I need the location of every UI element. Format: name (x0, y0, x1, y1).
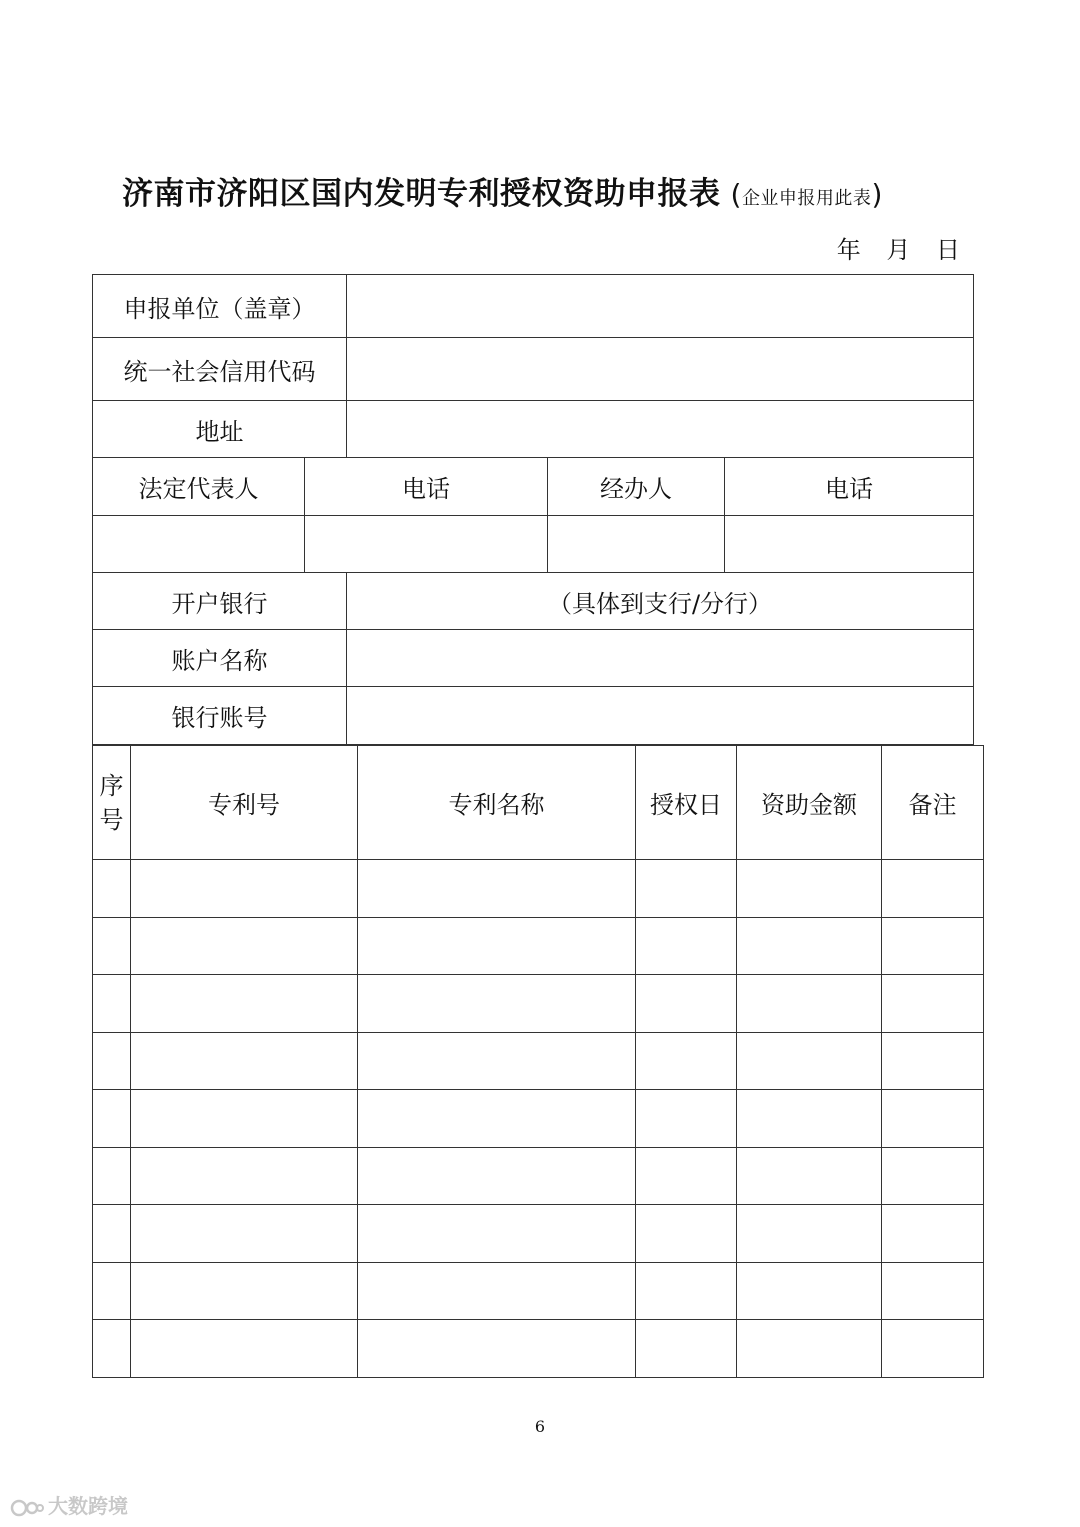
table-row (93, 917, 984, 975)
cell-seq[interactable] (93, 1320, 131, 1378)
header-patent-no: 专利号 (131, 746, 358, 860)
account-no-label: 银行账号 (93, 687, 347, 745)
cell-remarks[interactable] (882, 1147, 984, 1205)
cell-seq[interactable] (93, 1147, 131, 1205)
cell-grant-date[interactable] (636, 1032, 737, 1090)
cell-grant-date[interactable] (636, 1320, 737, 1378)
applicant-label: 申报单位（盖章） (93, 275, 347, 338)
header-grant-date: 授权日 (636, 746, 737, 860)
cell-remarks[interactable] (882, 1090, 984, 1148)
header-remarks: 备注 (882, 746, 984, 860)
table-row (93, 1147, 984, 1205)
cell-amount[interactable] (737, 860, 882, 918)
cell-patent-name[interactable] (358, 975, 636, 1033)
cell-amount[interactable] (737, 1032, 882, 1090)
cell-amount[interactable] (737, 1205, 882, 1263)
cell-patent-name[interactable] (358, 1032, 636, 1090)
cell-grant-date[interactable] (636, 1090, 737, 1148)
cell-patent-name[interactable] (358, 1320, 636, 1378)
cell-grant-date[interactable] (636, 1205, 737, 1263)
account-name-field[interactable] (347, 630, 974, 687)
cell-seq[interactable] (93, 1090, 131, 1148)
header-patent-name: 专利名称 (358, 746, 636, 860)
patent-table-header (93, 746, 984, 860)
cell-grant-date[interactable] (636, 860, 737, 918)
legal-rep-field[interactable] (93, 516, 305, 573)
cell-patent-no[interactable] (131, 1205, 358, 1263)
header-amount: 资助金额 (737, 746, 882, 860)
table-row (93, 1090, 984, 1148)
cell-amount[interactable] (737, 1262, 882, 1320)
cell-seq[interactable] (93, 1262, 131, 1320)
handler-field[interactable] (548, 516, 725, 573)
cell-remarks[interactable] (882, 1320, 984, 1378)
header-seq-line-2: 号 (99, 805, 124, 834)
cell-remarks[interactable] (882, 860, 984, 918)
watermark-logo-icon (10, 1497, 44, 1519)
applicant-field[interactable] (347, 275, 974, 338)
cell-remarks[interactable] (882, 1032, 984, 1090)
cell-patent-no[interactable] (131, 860, 358, 918)
cell-remarks[interactable] (882, 1262, 984, 1320)
cell-amount[interactable] (737, 1090, 882, 1148)
cell-seq[interactable] (93, 1205, 131, 1263)
cell-grant-date[interactable] (636, 1262, 737, 1320)
credit-code-label: 统一社会信用代码 (93, 338, 347, 401)
cell-patent-no[interactable] (131, 1147, 358, 1205)
page-number: 6 (534, 1417, 546, 1436)
legal-rep-phone-field[interactable] (305, 516, 548, 573)
cell-patent-no[interactable] (131, 1090, 358, 1148)
cell-grant-date[interactable] (636, 975, 737, 1033)
cell-seq[interactable] (93, 860, 131, 918)
header-seq (93, 746, 131, 860)
cell-amount[interactable] (737, 1147, 882, 1205)
cell-remarks[interactable] (882, 1205, 984, 1263)
applicant-info-table (92, 274, 974, 745)
phone-label-2: 电话 (725, 458, 974, 516)
title-text: 济南市济阳区国内发明专利授权资助申报表 (122, 176, 721, 212)
form-title (122, 168, 883, 213)
watermark-text: 大数跨境 (48, 1494, 128, 1518)
cell-patent-no[interactable] (131, 1032, 358, 1090)
cell-remarks[interactable] (882, 975, 984, 1033)
watermark (10, 1490, 128, 1519)
table-row (93, 1205, 984, 1263)
cell-seq[interactable] (93, 917, 131, 975)
table-row (93, 1320, 984, 1378)
date-line: 年 月 日 (836, 236, 960, 264)
cell-amount[interactable] (737, 917, 882, 975)
cell-grant-date[interactable] (636, 1147, 737, 1205)
account-no-field[interactable] (347, 687, 974, 745)
cell-amount[interactable] (737, 975, 882, 1033)
cell-patent-name[interactable] (358, 917, 636, 975)
title-note-text: 企业申报用此表 (741, 188, 872, 209)
table-row (93, 1032, 984, 1090)
cell-seq[interactable] (93, 1032, 131, 1090)
cell-patent-name[interactable] (358, 1147, 636, 1205)
cell-patent-no[interactable] (131, 1262, 358, 1320)
handler-label: 经办人 (548, 458, 725, 516)
address-field[interactable] (347, 401, 974, 458)
title-note: (企业申报用此表) (730, 178, 883, 211)
cell-patent-name[interactable] (358, 1262, 636, 1320)
handler-phone-field[interactable] (725, 516, 974, 573)
credit-code-field[interactable] (347, 338, 974, 401)
header-seq-line-1: 序 (99, 771, 124, 800)
table-row (93, 1262, 984, 1320)
cell-seq[interactable] (93, 975, 131, 1033)
cell-grant-date[interactable] (636, 917, 737, 975)
cell-patent-no[interactable] (131, 917, 358, 975)
cell-amount[interactable] (737, 1320, 882, 1378)
address-label: 地址 (93, 401, 347, 458)
cell-patent-name[interactable] (358, 1205, 636, 1263)
patent-table (92, 745, 984, 1378)
cell-patent-no[interactable] (131, 1320, 358, 1378)
cell-patent-no[interactable] (131, 975, 358, 1033)
bank-label: 开户银行 (93, 573, 347, 630)
cell-patent-name[interactable] (358, 860, 636, 918)
phone-label-1: 电话 (305, 458, 548, 516)
table-row (93, 975, 984, 1033)
account-name-label: 账户名称 (93, 630, 347, 687)
cell-patent-name[interactable] (358, 1090, 636, 1148)
legal-rep-label: 法定代表人 (93, 458, 305, 516)
bank-field[interactable]: （具体到支行/分行） (347, 573, 974, 630)
cell-remarks[interactable] (882, 917, 984, 975)
table-row (93, 860, 984, 918)
